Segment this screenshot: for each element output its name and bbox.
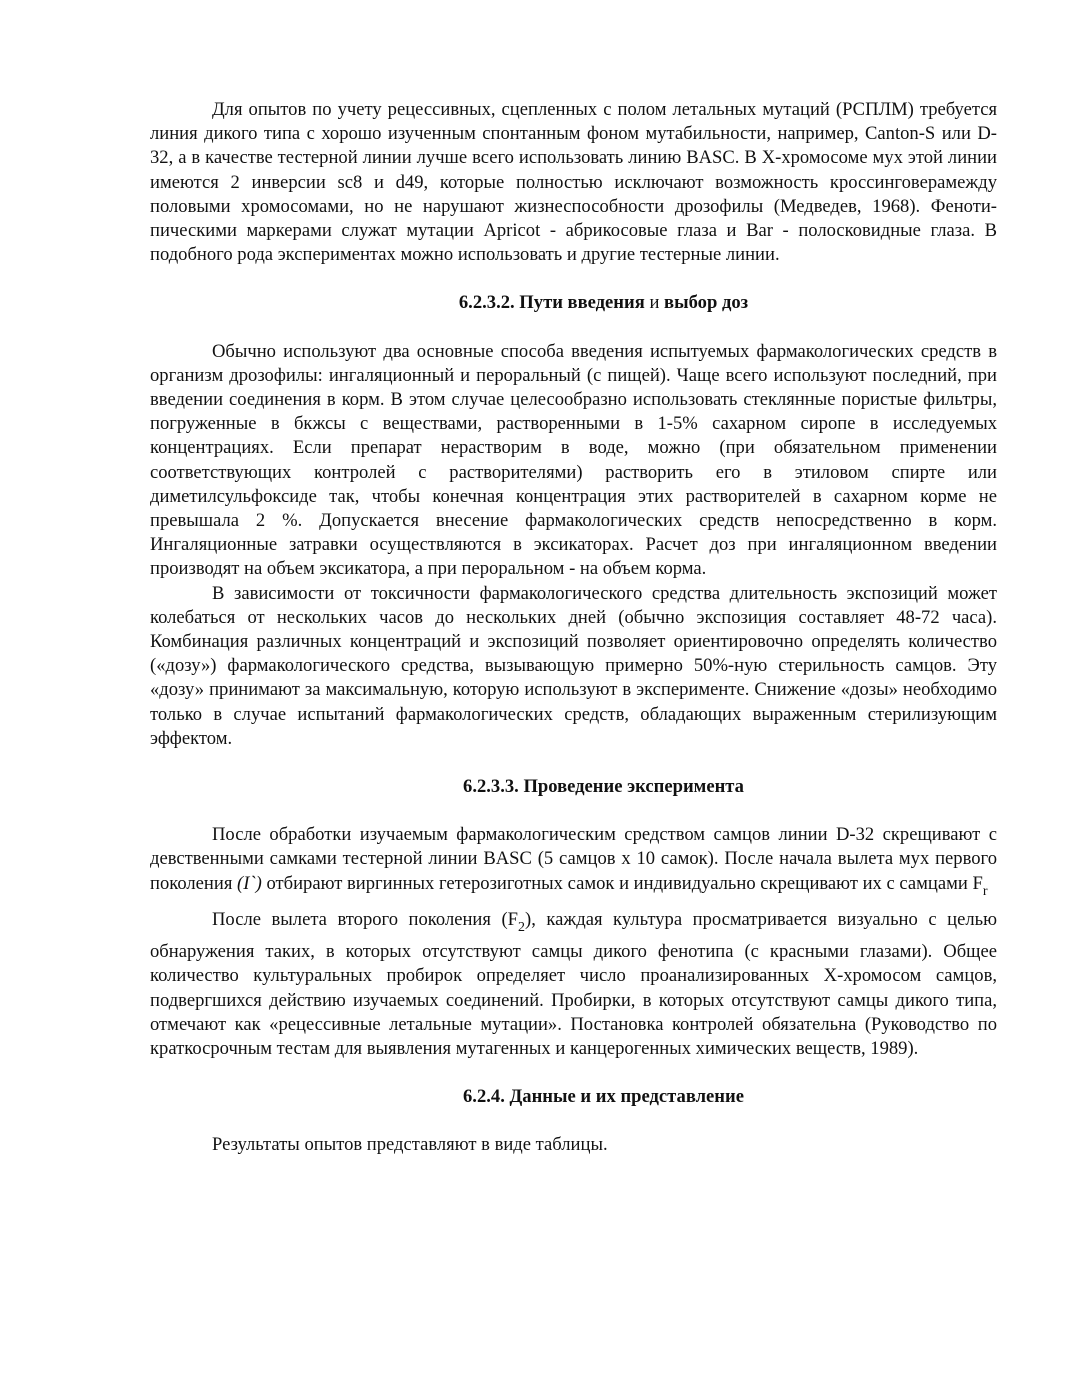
- section-heading-6-2-4: 6.2.4. Данные и их представление: [463, 1086, 744, 1108]
- paragraph-exposure-duration: В зависимости от токсичности фармакологического средства длительность экспозиций может колебаться от нескольких часов до нескольких дней (обычно экспозиция составляет 48-72 часа). Комбинация различных концентраций и экспозиций позволяет ориентировочно определять количество («дозу») фармакологического средства, вызывающую примерно 50%-ную стерильность самцов. Эту «дозу» принимают за максимальную, которую используют в эксперименте. Снижение «дозы» необходимо только в случае испытаний фармакологических средств, обладающих выраженным стерилизующим эффектом.: [150, 582, 997, 749]
- section-heading-6-2-3-3: 6.2.3.3. Проведение эксперимента: [463, 776, 744, 798]
- second-gen-subscript: 2: [518, 919, 526, 935]
- second-gen-text-2: ), каждая культура просматривается визуально с целью обнаружения таких, в которых отсутствуют самцы дикого фенотипа (с красными глазами). Общее количество культуральных пробирок определяет число проанализированных Х-хромосом самцов, подвергшихся действию изучаемых соединений. Пробирки, в которых отсутствуют самцы дикого типа, отмечают как «рецессивные летальные мутации». Постановка контролей обязательна (Руководство по краткосрочным тестам для выявления мутагенных и канцерогенных химических веществ, 1989).: [150, 908, 997, 1059]
- heading-6-2-3-2-conj: и: [644, 292, 665, 314]
- crossing-text-1: После обработки изучаемым фармакологическим средством самцов линии D-32 скрещивают с девственными самками тестерной линии BASC (5 самцов х 10 самок). После начала вылета мух первого поколения: [150, 824, 997, 894]
- second-gen-text-1: После вылета второго поколения (F: [212, 908, 519, 930]
- crossing-text-2: отбирают виргинных гетерозиготных самок и индивидуально скрещивают их с самцами F: [261, 872, 983, 894]
- paragraph-routes-of-administration: Обычно используют два основные способа введения испытуемых фармакологических средств в организм дрозофилы: ингаляционный и пероральный (с пищей). Чаще всего используют последний, при введении соединения в корм. В этом случае целесообразно использовать стеклянные пористые фильтры, погруженные в бкжсы с веществами, растворенными в 1-5% сахарном сиропе в исследуемых концентрациях. Если препарат нерастворим в воде, можно (при обязательном применении соответствующих контролей с растворителями) растворить его в этиловом спирте или диметилсульфоксиде так, чтобы конечная концентрация этих растворителей в сахарном корме не превышала 2 %. Допускается внесение фармакологических средств непосредственно в корм. Ингаляционные затравки осуществляются в эксикаторах. Расчет доз при ингаляционном введении производят на объем эксикатора, а при пероральном - на объем корма.: [150, 340, 997, 580]
- heading-6-2-3-2-part2: выбор доз: [664, 292, 749, 314]
- crossing-generation-italic: (I`): [237, 872, 262, 894]
- heading-6-2-3-2-part1: 6.2.3.2. Пути введения: [458, 292, 645, 314]
- paragraph-second-generation: [150, 908, 997, 1061]
- crossing-subscript: r: [982, 883, 988, 899]
- intro-paragraph: Для опытов по учету рецессивных, сцепленных с полом летальных мутаций (РСПЛМ) требуется линия дикого типа с хорошо изученным спонтанным фоном мутабильности, например, Canton-S или D-32, а в качестве тестерной линии лучше всего использовать линию BASC. В Х-хромосоме мух этой линии имеются 2 инверсии sc8 и d49, которые полностью исключают возможность кроссинговерамежду половыми хромосомами, но не нарушают жизнеспособности дрозофилы (Медведев, 1968). Феноти-пическими маркерами служат мутации Apricot - абрикосовые глаза и Bar - полосковидные глаза. В подобного рода экспериментах можно использовать и другие тестерные линии.: [150, 99, 997, 266]
- paragraph-results: Результаты опытов представляют в виде таблицы.: [212, 1134, 608, 1156]
- paragraph-crossing: [150, 823, 997, 904]
- section-heading-6-2-3-2: [150, 291, 997, 315]
- document-page: [150, 98, 997, 1158]
